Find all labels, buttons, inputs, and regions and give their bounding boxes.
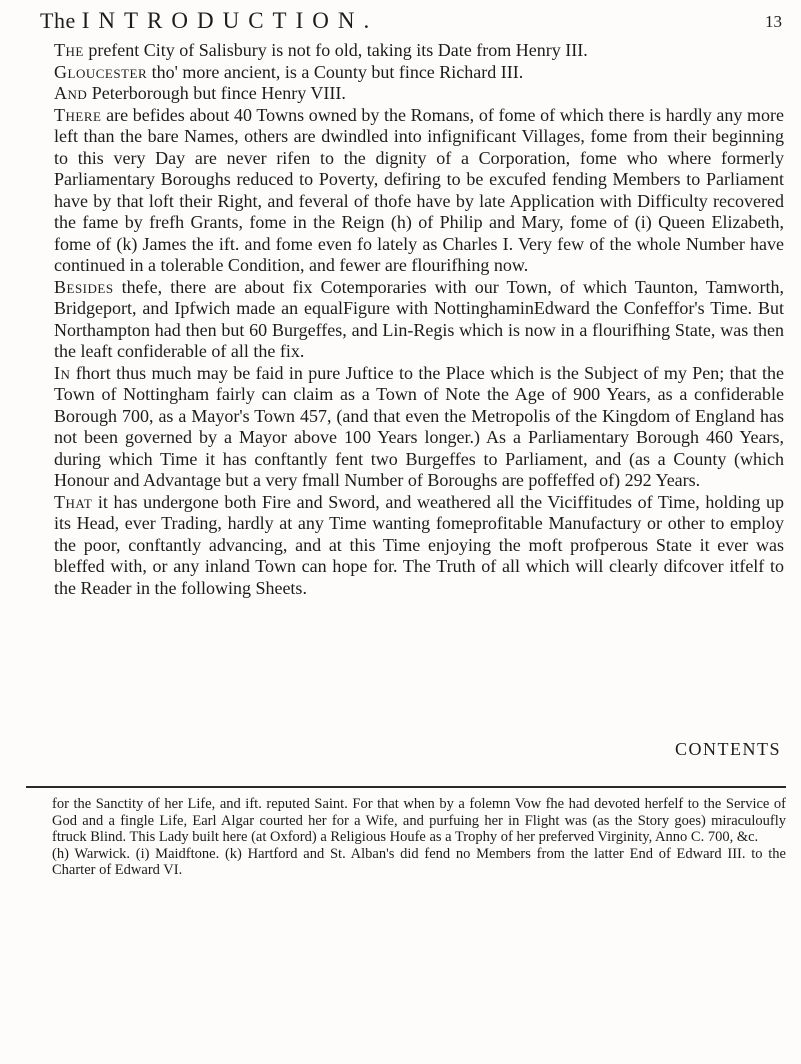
paragraph-cotemporaries	[54, 277, 784, 363]
paragraph-text: Peterborough but fince Henry VIII.	[87, 83, 346, 103]
paragraph-text: fhort thus much may be faid in pure Juftice to the Place which is the Subject of my Pen; that the Town of Nottingham fairly can claim as a Town of Note the Age of 900 Years, as a confiderable Borough 700, as a Mayor's Town 457, (and that even the Metropolis of the Kingdom of England has not been governed by a Mayor above 100 Years longer.) As a Parliamentary Borough 460 Years, during which Time it has conftantly fent two Burgeffes to Parliament, and (as a County (which Honour and Advantage but a very fmall Number of Boroughs are poffeffed of) 292 Years.	[54, 362, 784, 490]
paragraph-nottingham-claim	[54, 363, 784, 492]
paragraph-lead: That	[54, 491, 93, 512]
paragraph-lead: Besides	[54, 276, 114, 297]
paragraph-salisbury	[54, 40, 784, 62]
running-title-prefix: The	[40, 8, 82, 33]
paragraph-text: it has undergone both Fire and Sword, and weathered all the Viciffitudes of Time, holding up its Head, ever Trading, hardly at any Time wanting fomeprofitable Manufactury or other to employ the poor, conftantly advancing, and at this Time enjoying the moft profperous State it ever was bleffed with, or any inland Town can hope for. The Truth of all which will clearly difcover itfelf to the Reader in the following Sheets.	[54, 491, 784, 598]
paragraph-lead: The	[54, 40, 84, 60]
catchword: CONTENTS	[675, 739, 781, 759]
paragraph-lead: And	[54, 83, 88, 103]
paragraph-fire-and-sword	[54, 492, 784, 600]
footnotes	[52, 796, 786, 879]
paragraph-text: thefe, there are about fix Cotemporaries with our Town, of which Taunton, Tamworth, Bridgeport, and Ipfwich made an equalFigure with NottinghaminEdward the Confeffor's Time. But Northampton had then but 60 Burgeffes, and Lin-Regis which is now in a flourifhing State, was then the leaft confiderable of all the fix.	[54, 276, 784, 361]
page-number: 13	[765, 12, 782, 31]
paragraph-lead: There	[54, 104, 102, 125]
paragraph-roman-towns	[54, 105, 784, 277]
paragraph-text: prefent City of Salisbury is not fo old, taking its Date from Henry III.	[83, 40, 588, 60]
footnote-hik: (h) Warwick. (i) Maidftone. (k) Hartford and St. Alban's did fend no Members from the latter End of Edward III. to the Charter of Edward VI.	[52, 845, 786, 878]
body-text	[54, 40, 784, 599]
paragraph-peterborough	[54, 83, 784, 105]
page-header	[40, 2, 782, 33]
paragraph-lead: Gloucester	[54, 61, 148, 82]
footnote-rule	[26, 786, 786, 788]
running-title	[40, 10, 378, 32]
footnote-continued: for the Sanctity of her Life, and ift. reputed Saint. For that when by a folemn Vow fhe had devoted herfelf to the Service of God and a fingle Life, Earl Algar courted her for a Wife, and purfuing her in Flight was (as the Story goes) miraculoufly ftruck Blind. This Lady built here (at Oxford) a Religious Houfe as a Trophy of her preferved Virginity, Anno C. 700, &c.	[52, 796, 786, 845]
running-title-main: INTRODUCTION.	[81, 8, 379, 33]
paragraph-gloucester	[54, 62, 784, 84]
paragraph-text: tho' more ancient, is a County but fince Richard III.	[147, 61, 524, 82]
paragraph-text: are befides about 40 Towns owned by the Romans, of fome of which there is hardly any more left than the bare Names, others are dwindled into infignificant Villages, fome from their beginning to this very Day are never rifen to the dignity of a Corporation, fome who where formerly Parliamentary Boroughs reduced to Poverty, defiring to be excufed fending Members to Parliament have by that loft their Right, and feveral of thofe have by late Application with Difficulty recovered the fame by frefh Grants, fome in the Reign (h) of Philip and Mary, fome of (i) Queen Elizabeth, fome of (k) James the ift. and fome even fo lately as Charles I. Very few of the whole Number have continued in a tolerable Condition, and fewer are flourifhing now.	[54, 104, 784, 275]
paragraph-lead: In	[54, 362, 71, 383]
